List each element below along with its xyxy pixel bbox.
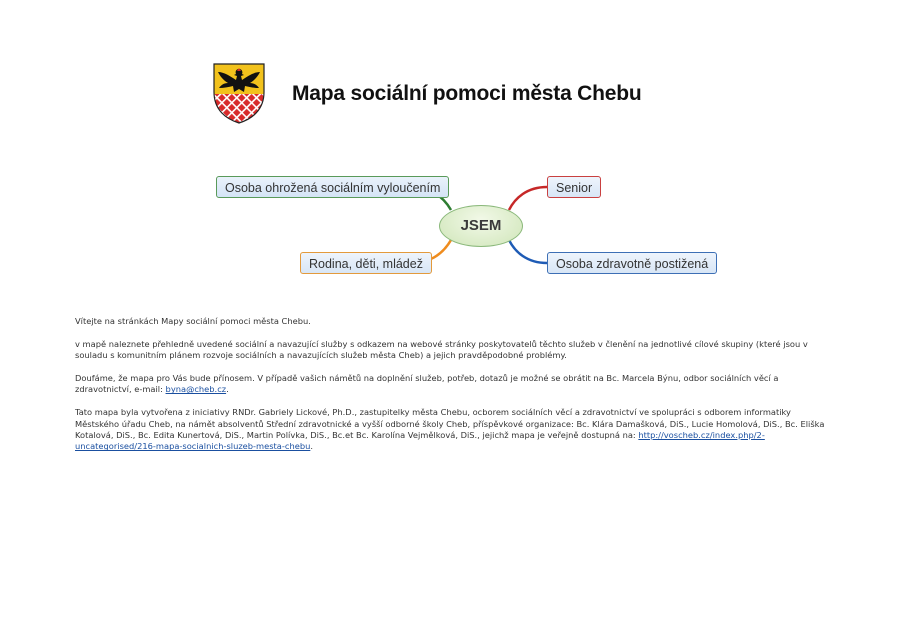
- credits-end: .: [310, 441, 313, 452]
- node-socially-excluded[interactable]: Osoba ohrožená sociálním vyloučením: [216, 176, 449, 198]
- mindmap-center-node[interactable]: JSEM: [439, 205, 523, 247]
- contact-paragraph: [75, 373, 825, 396]
- connector-blue: [509, 240, 547, 263]
- welcome-paragraph: Vítejte na stránkách Mapy sociální pomoci města Chebu.: [75, 316, 311, 326]
- node-family-children-youth[interactable]: Rodina, děti, mládež: [300, 252, 432, 274]
- description-paragraph: v mapě naleznete přehledně uvedené sociální a navazující služby s odkazem na webové stránky poskytovatelů těchto služeb v členění na jednotlivé cílové skupiny (které jsou v souladu s komunitním plánem rozvoje sociálních a navazujících služeb města Cheb) a jejich pravděpodobné problémy.: [75, 338, 808, 361]
- credits-paragraph: [75, 407, 825, 453]
- node-disabled-person[interactable]: Osoba zdravotně postižená: [547, 252, 717, 274]
- contact-text: Doufáme, že mapa pro Vás bude přínosem. V případě vašich námětů na doplnění služeb, potřeb, dotazů je možné se obrátit na Bc. Marcela Býnu, odbor sociálních věcí a zdravotnictví, e-mail:: [75, 373, 779, 395]
- email-link[interactable]: byna@cheb.cz: [165, 384, 227, 395]
- page-title: Mapa sociální pomoci města Chebu: [292, 82, 642, 105]
- contact-end: .: [226, 384, 229, 395]
- intro-text: [75, 316, 825, 464]
- credits-text: Tato mapa byla vytvořena z iniciativy RNDr. Gabriely Lickové, Ph.D., zastupitelky města Chebu, ocborem sociálních věcí a zdravotnictví ve spolupráci s odborem informatiky Městského úřadu Cheb, na námět absolventů Střední zdravotnické a vyšší odborné školy Cheb, příspěvkové organizace: Bc. Klára Damašková, DiS., Lucie Homolová, DiS., Bc. Eliška Kotalová, DiS., Bc. Edita Kunertová, DiS., Martin Polívka, DiS., Bc.et Bc. Karolína Vejmělková, DiS., jejichž mapa je veřejně dostupná na:: [75, 407, 825, 441]
- mindmap-connectors: [0, 0, 900, 300]
- source-link[interactable]: http://voscheb.cz/index.php/2-uncategorised/216-mapa-socialnich-sluzeb-mesta-chebu: [75, 430, 765, 452]
- connector-red: [509, 187, 547, 210]
- node-senior[interactable]: Senior: [547, 176, 601, 198]
